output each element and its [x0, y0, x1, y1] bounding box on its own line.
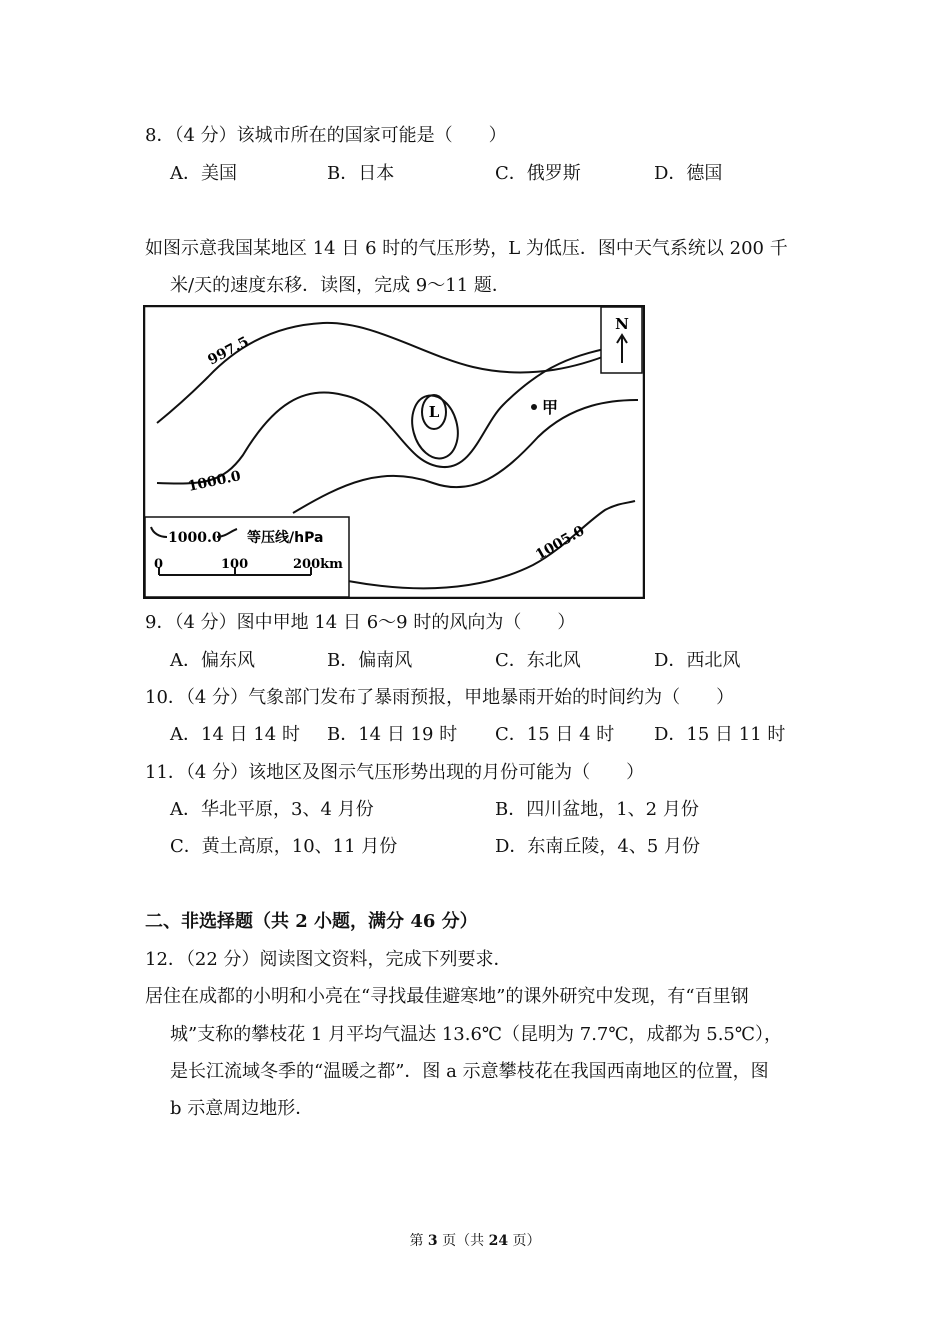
legend-value: 1000.0	[168, 530, 222, 546]
option-c: C．黄土高原，10、11 月份	[170, 836, 398, 857]
section-heading: 二、非选择题（共 2 小题，满分 46 分）	[145, 911, 478, 932]
scale-label-100: 100	[221, 557, 249, 572]
scale-label-200: 200km	[293, 557, 343, 572]
question-12-paragraph-line-3: 是长江流域冬季的“温暖之都”．图 a 示意攀枝花在我国西南地区的位置，图	[170, 1061, 769, 1082]
question-10-stem: 10．（4 分）气象部门发布了暴雨预报，甲地暴雨开始的时间约为（ ）	[145, 687, 735, 708]
footer-middle: 页（共	[437, 1233, 489, 1249]
option-c: C．东北风	[495, 650, 581, 671]
option-b: B．日本	[327, 163, 395, 184]
footer-page-number: 3	[427, 1233, 438, 1249]
footer-suffix: 页）	[508, 1233, 541, 1249]
legend-text: 等压线/hPa	[247, 530, 324, 546]
question-11-stem: 11．（4 分）该地区及图示气压形势出现的月份可能为（ ）	[145, 762, 645, 783]
option-b: B．四川盆地，1、2 月份	[495, 799, 699, 820]
footer-total-pages: 24	[488, 1233, 509, 1249]
isobar-map	[143, 305, 645, 599]
page-footer	[0, 1230, 950, 1250]
scale-label-0: 0	[154, 557, 164, 572]
question-9-stem: 9．（4 分）图中甲地 14 日 6～9 时的风向为（ ）	[145, 612, 576, 633]
option-d: D．西北风	[654, 650, 741, 671]
question-12-paragraph-line-2: 城”支称的攀枝花 1 月平均气温达 13.6℃（昆明为 7.7℃，成都为 5.5℃），	[170, 1024, 782, 1045]
option-b: B．偏南风	[327, 650, 413, 671]
isobar-label-1005: 1005.0	[533, 522, 588, 564]
isobar-label-1000: 1000.0	[186, 468, 243, 495]
isobar-label-997-5: 997.5	[205, 333, 252, 369]
question-12-paragraph-line-1: 居住在成都的小明和小亮在“寻找最佳避寒地”的课外研究中发现，有“百里钢	[145, 986, 749, 1007]
low-pressure-label: L	[428, 403, 440, 421]
option-a: A．偏东风	[170, 650, 255, 671]
option-c: C．15 日 4 时	[495, 724, 615, 745]
question-12-stem: 12．（22 分）阅读图文资料，完成下列要求．	[145, 949, 512, 970]
option-d: D．东南丘陵，4、5 月份	[495, 836, 701, 857]
option-d: D．15 日 11 时	[654, 724, 786, 745]
option-a: A．美国	[170, 163, 237, 184]
footer-prefix: 第	[409, 1233, 428, 1249]
north-label: N	[615, 315, 629, 333]
place-label: 甲	[542, 398, 559, 417]
option-b: B．14 日 19 时	[327, 724, 458, 745]
option-a: A．14 日 14 时	[170, 724, 300, 745]
place-dot	[531, 404, 537, 410]
option-a: A．华北平原，3、4 月份	[170, 799, 374, 820]
option-d: D．德国	[654, 163, 723, 184]
intro-line-2: 米/天的速度东移．读图，完成 9～11 题．	[170, 275, 510, 296]
question-12-paragraph-line-4: b 示意周边地形．	[170, 1098, 314, 1119]
question-8-stem: 8．（4 分）该城市所在的国家可能是（ ）	[145, 125, 507, 146]
option-c: C．俄罗斯	[495, 163, 581, 184]
intro-line-1: 如图示意我国某地区 14 日 6 时的气压形势，L 为低压．图中天气系统以 200 千	[145, 238, 788, 259]
